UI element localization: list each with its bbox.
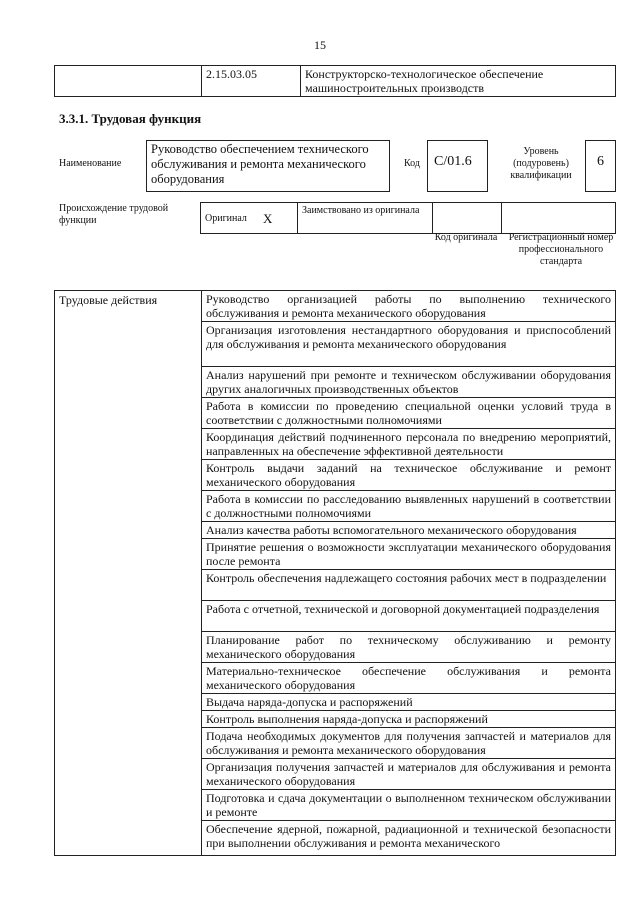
origin-code-cell <box>433 203 502 234</box>
labor-action-item: Организация изготовления нестандартного оборудования и приспособлений для обслуживания и ремонта механического оборудования <box>202 322 616 367</box>
code-cell: 2.15.03.05 <box>202 66 301 97</box>
code-label: Код <box>404 158 420 169</box>
origin-table <box>200 202 616 234</box>
origin-label: Происхождение трудовой функции <box>59 203 169 226</box>
labor-action-item: Контроль выполнения наряда-допуска и распоряжений <box>202 711 616 728</box>
labor-action-item: Работа с отчетной, технической и договорной документацией подразделения <box>202 601 616 632</box>
level-label: Уровень (подуровень) квалификации <box>510 146 572 181</box>
labor-action-item: Анализ нарушений при ремонте и техническом обслуживании оборудования других аналогичных производственных объектов <box>202 367 616 398</box>
empty-cell <box>55 66 202 97</box>
table-row <box>201 203 616 234</box>
labor-action-item: Руководство организацией работы по выполнению технического обслуживания и ремонта механического оборудования <box>202 291 616 322</box>
original-mark: X <box>259 203 298 234</box>
function-code-value: C/01.6 <box>427 140 488 192</box>
section-title: 3.3.1. Трудовая функция <box>59 111 202 126</box>
description-cell: Конструкторско-технологическое обеспечение машиностроительных производств <box>301 66 616 97</box>
labor-action-item: Контроль обеспечения надлежащего состояния рабочих мест в подразделении <box>202 570 616 601</box>
code-caption: Код оригинала <box>434 232 498 243</box>
previous-table-fragment <box>54 65 616 97</box>
table-row <box>55 66 616 97</box>
labor-action-item: Обеспечение ядерной, пожарной, радиационной и технической безопасности при выполнении обслуживания и ремонта механического <box>202 821 616 856</box>
labor-action-item: Работа в комиссии по расследованию выявленных нарушений в соответствии с должностными полномочиями <box>202 491 616 522</box>
labor-action-item: Координация действий подчиненного персонала по внедрению мероприятий, направленных на обеспечение эффективной деятельности <box>202 429 616 460</box>
page-number: 15 <box>314 38 326 52</box>
labor-actions-header: Трудовые действия <box>55 291 202 856</box>
labor-action-item: Подготовка и сдача документации о выполненном техническом обслуживании и ремонте <box>202 790 616 821</box>
table-row <box>55 291 616 322</box>
labor-action-item: Контроль выдачи заданий на техническое обслуживание и ремонт механического оборудования <box>202 460 616 491</box>
labor-action-item: Планирование работ по техническому обслуживанию и ремонту механического оборудования <box>202 632 616 663</box>
labor-action-item: Подача необходимых документов для получения запчастей и материалов для обслуживания и ремонта механического оборудования <box>202 728 616 759</box>
labor-actions-table <box>54 290 616 856</box>
labor-action-item: Организация получения запчастей и материалов для обслуживания и ремонта механического оборудования <box>202 759 616 790</box>
function-name-value: Руководство обеспечением технического обслуживания и ремонта механического оборудования <box>146 140 390 192</box>
reg-number-cell <box>502 203 616 234</box>
labor-action-item: Работа в комиссии по проведению специальной оценки условий труда в соответствии с должностными полномочиями <box>202 398 616 429</box>
borrowed-label: Заимствовано из оригинала <box>298 203 433 234</box>
original-label: Оригинал <box>201 203 260 234</box>
level-value: 6 <box>585 140 616 192</box>
labor-action-item: Материально-техническое обеспечение обслуживания и ремонта механического оборудования <box>202 663 616 694</box>
labor-action-item: Анализ качества работы вспомогательного механического оборудования <box>202 522 616 539</box>
name-label: Наименование <box>59 158 122 169</box>
labor-action-item: Принятие решения о возможности эксплуатации механического оборудования после ремонта <box>202 539 616 570</box>
reg-caption: Регистрационный номер профессионального стандарта <box>508 232 614 267</box>
labor-action-item: Выдача наряда-допуска и распоряжений <box>202 694 616 711</box>
